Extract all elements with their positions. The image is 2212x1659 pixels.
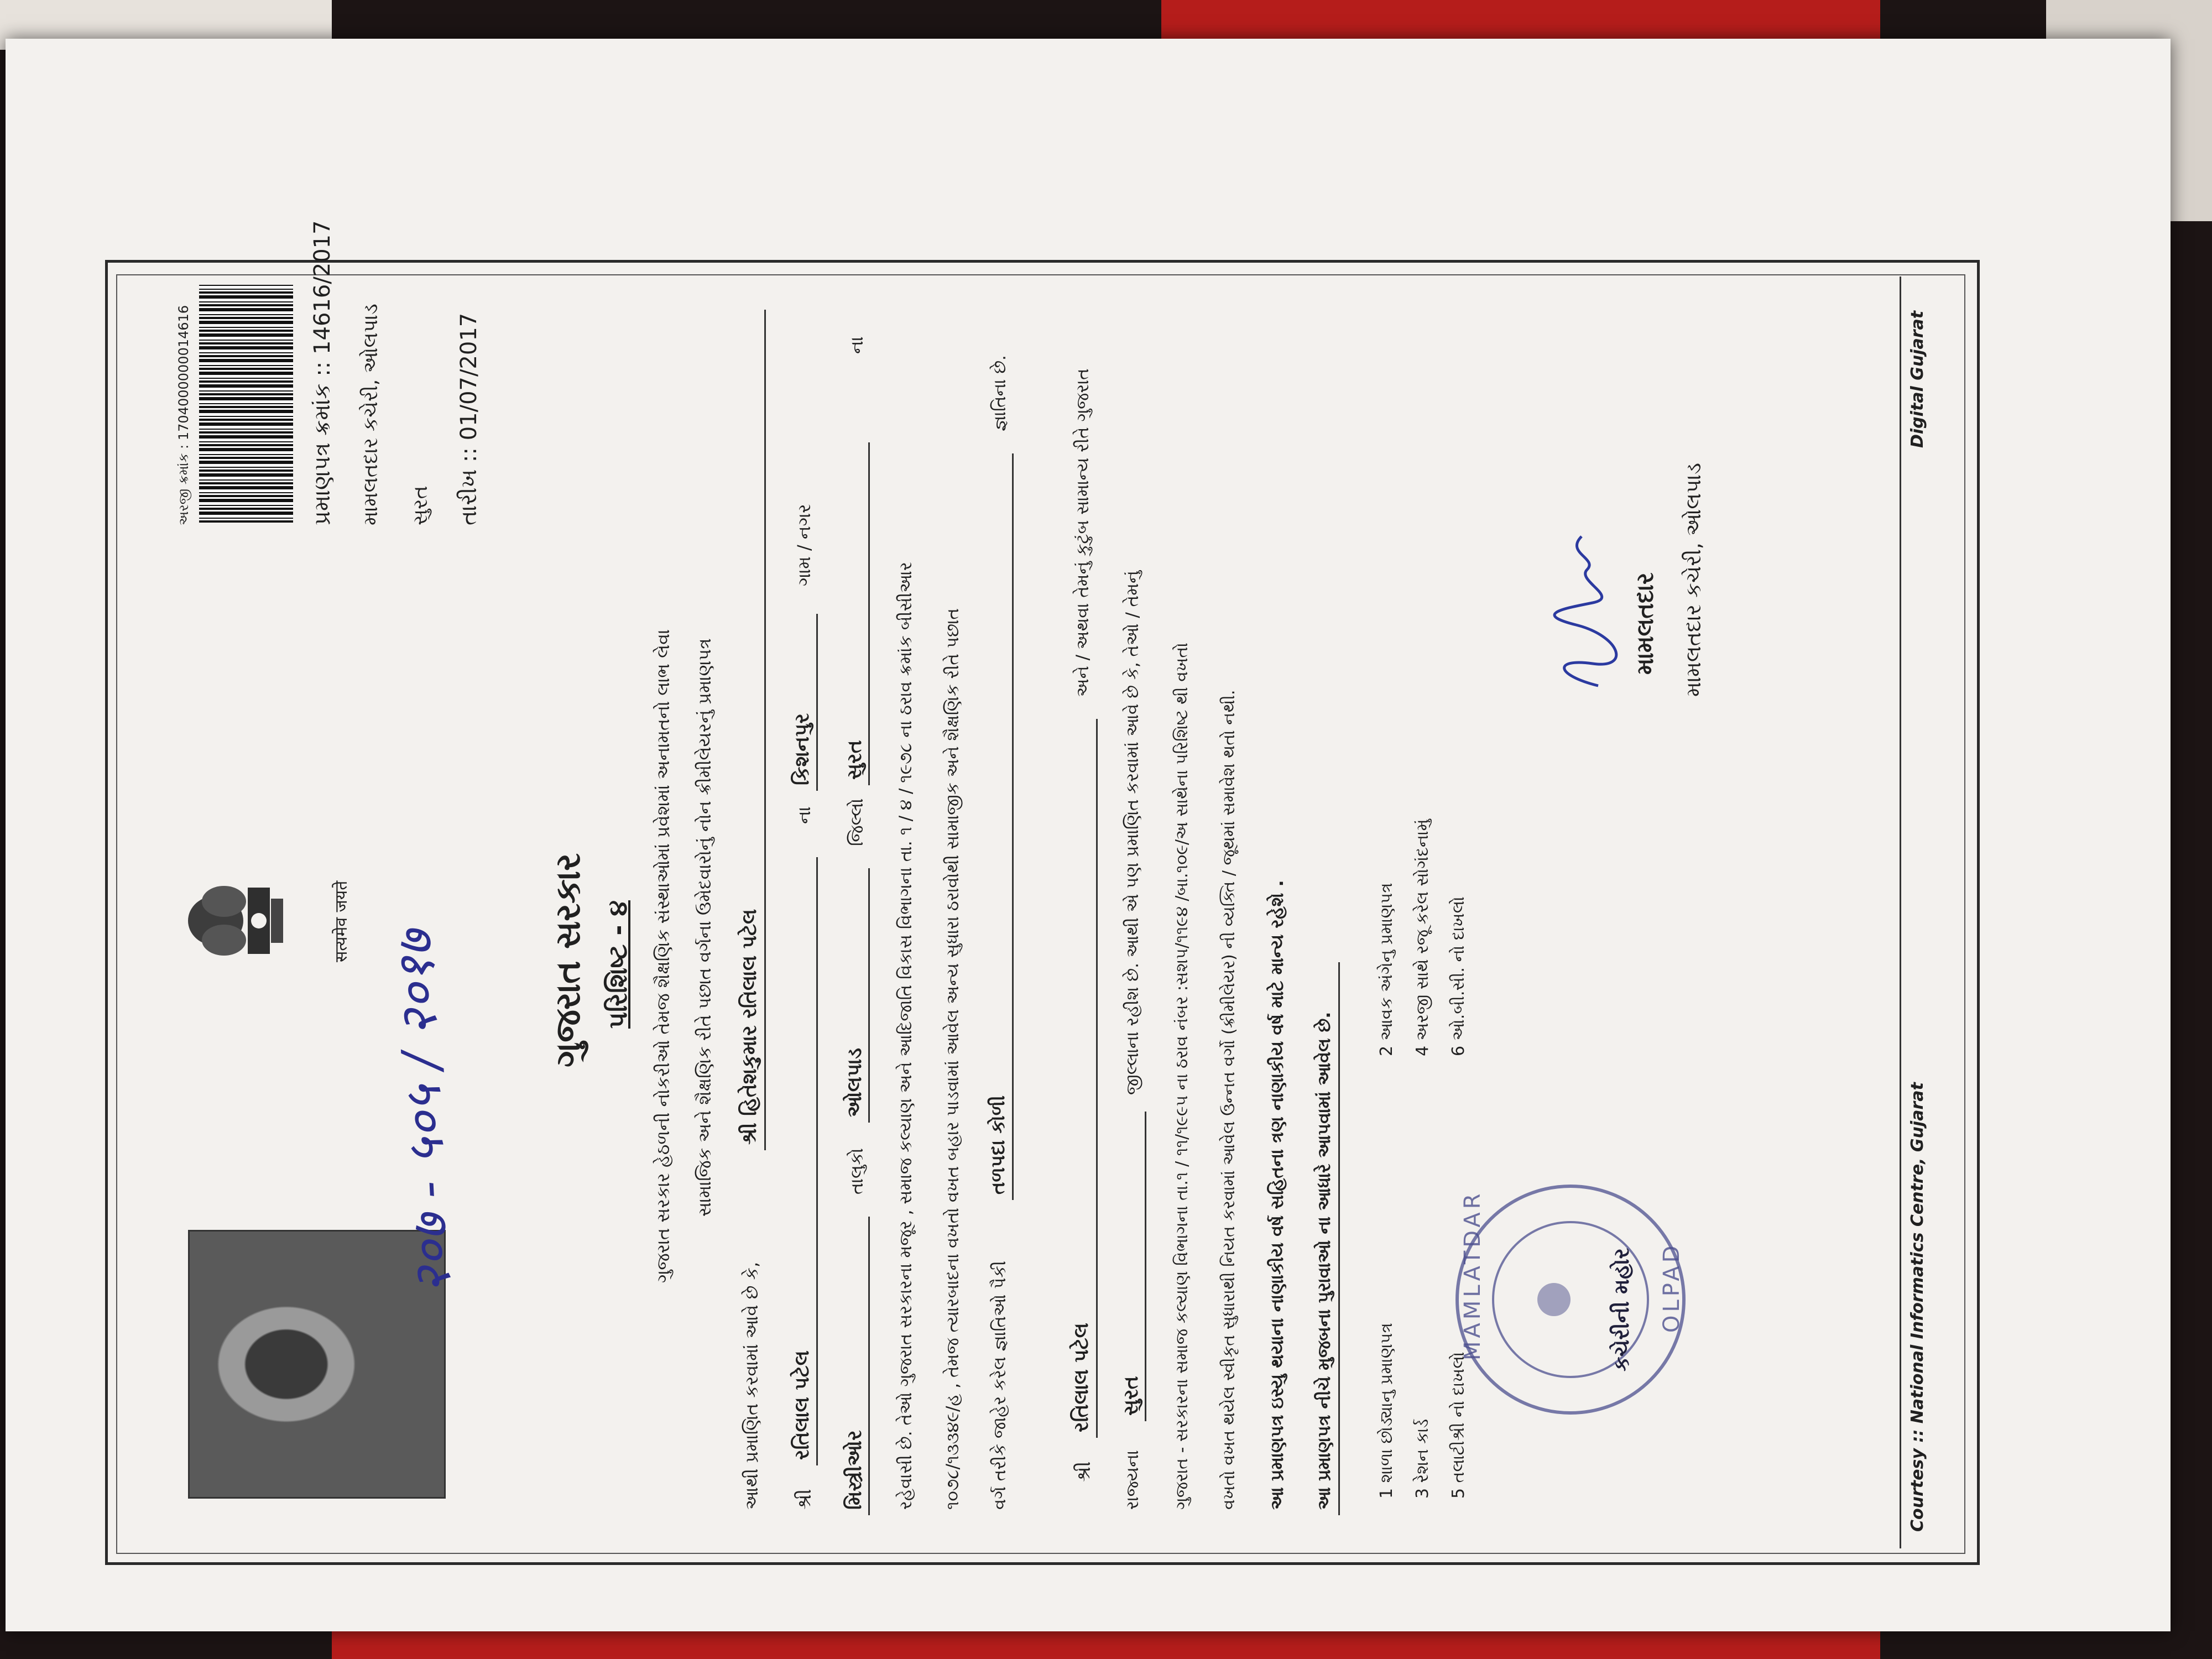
taluka-label: તાલુકો <box>846 1148 867 1194</box>
subheading: પરિશિષ્ટ - ૪ <box>603 900 633 1029</box>
issuing-district: સુરત <box>409 486 432 525</box>
evidence-underline <box>1338 962 1340 1515</box>
certificate-number: પ્રમાણપત્ર ક્રમાંક :: 14616/2017 <box>310 220 335 525</box>
evidence-note: આ પ્રમાણપત્ર નીચે મુજબના પુરાવાઓ ના આધારે આપવામાં આવેલ છે. <box>1313 1011 1334 1510</box>
barcode-text: અરજી ક્રમાંક : 1704000000014616 <box>176 305 191 525</box>
heading: ગુજરાત સરકાર <box>547 853 588 1067</box>
jati-label: જ્ઞાતિના છે. <box>990 355 1010 431</box>
caste-name: મિસ્ત્રીઓર <box>843 1430 866 1510</box>
village-name: કિશનપુર <box>791 713 813 785</box>
background-cloth <box>1161 0 1880 39</box>
caste-field-underline <box>1012 453 1014 1200</box>
certify-lead: આથી પ્રમાણિત કરવામાં આવે છે કે, <box>741 1261 762 1510</box>
state-lead: રાજ્યના <box>1123 1450 1142 1510</box>
na-label: ના <box>794 806 815 824</box>
applicant-name: શ્રી હિતેશકુમાર રતિલાલ પટેલ <box>738 909 761 1145</box>
validity-note: આ પ્રમાણપત્ર ઇસ્યુ થયાના નાણાકીય વર્ષ સહિતના ત્રણ નાણાકીય વર્ષ માટે માન્ય રહેશે . <box>1266 880 1287 1510</box>
intro-line-2: સામાજિક અને શૈક્ષણિક રીતે પછાત વર્ગના ઉમેદવારોનું નોન ક્રીમીલેયરનું પ્રમાણપત્ર <box>694 638 715 1217</box>
state-district: સુરત <box>1120 1376 1142 1416</box>
seal-text-bottom: OLPAD <box>1659 1242 1684 1333</box>
district-underline <box>868 442 870 785</box>
courtesy-footer: Courtesy :: National Informatics Centre, Gujarat <box>1908 1082 1927 1532</box>
village-label: ગામ / નગર <box>794 504 815 586</box>
seal-text-center: કચેરીની મહોર <box>1609 1248 1634 1371</box>
issue-date: તારીખ :: 01/07/2017 <box>456 312 482 525</box>
barcode <box>199 285 293 523</box>
signature <box>1543 531 1631 697</box>
footer-rule <box>1900 276 1901 1548</box>
paragraph-5: વખતો વખત થયેલ સ્વીકૃત સુધારાથી નિયત કરવામાં આવેલ ઉન્નત વર્ગો (ક્રીમીલેયર) ની વ્યક્તિ / જૂથમાં સમાવેશ થતો નથી. <box>1219 690 1239 1510</box>
emblem-motto: सत्यमेव जयते <box>332 880 351 962</box>
caste-underline <box>868 1217 870 1515</box>
father-underline <box>816 857 818 1465</box>
certificate-document <box>83 220 2018 1582</box>
office-seal-stamp <box>1449 1178 1692 1421</box>
evidence-item: 4 અરજી સાથે રજૂ કરેલ સોગંદનામું <box>1413 819 1432 1056</box>
evidence-item: 2 આવક અંગેનુ પ્રમાણપત્ર <box>1377 883 1396 1056</box>
intro-line-1: ગુજરાત સરકાર હેઠળની નોકરીઓ તેમજ શૈક્ષણિક સંસ્થાઓમાં પ્રવેશમાં અનામતનો લાભ લેવા <box>653 629 674 1283</box>
paper-sheet <box>6 39 2171 1631</box>
shri-label-2: શ્રી <box>1073 1461 1095 1482</box>
evidence-item: 6 ઓ.બી.સી. નો દાખલો <box>1449 896 1468 1056</box>
village-underline <box>816 614 818 791</box>
signatory-title: મામલતદાર <box>1631 572 1658 675</box>
issuing-office: મામલતદાર કચેરી, ઓલપાડ <box>359 304 382 525</box>
taluka-value: ઓલપાડ <box>843 1048 866 1117</box>
father-name-2: રતિલાલ પટેલ <box>1070 1323 1093 1432</box>
handwritten-ref: २०७ - ५०५ / २०१७ <box>384 928 463 1296</box>
seal-text-top: MAMLATDAR <box>1460 1190 1485 1360</box>
evidence-item: 1 શાળા છોડ્યાનુ પ્રમાણપત્ર <box>1377 1323 1396 1499</box>
district-label: જિલ્લો <box>846 798 867 846</box>
paragraph-3-lead: વર્ગ તરીકે જાહેર કરેલ જ્ઞાતિઓ પૈકી <box>990 1260 1010 1510</box>
district-resident: જીલ્લાના રહીશ છે. આથી એ પણ પ્રમાણિત કરવામાં આવે છે કે, તેઓ / તેમનું <box>1123 570 1142 1095</box>
name-underline <box>764 310 766 1150</box>
evidence-item: 5 તલાટીશ્રી નો દાખલો <box>1449 1352 1468 1499</box>
state-district-underline <box>1145 1112 1146 1421</box>
na-label-2: ના <box>846 336 867 354</box>
evidence-item: 3 રેશન કાર્ડ <box>1413 1418 1432 1499</box>
family-text: અને / અથવા તેમનું કુટુંબ સામાન્ય રીતે ગુજરાત <box>1073 368 1093 697</box>
paragraph-1: રહેવાસી છે. તેઓ ગુજરાત સરકારના મજૂર , સમાજ કલ્યાણ અને આદિજાતિ વિકાસ વિભાગના તા. ૧ / ૪ / ૧૯૭૮ ના ઠરાવ ક્રમાંક બીસીઆર <box>896 562 916 1510</box>
paragraph-2: ૧૦૭૮/૧૩૩૪૯/હ , તેમજ ત્યારબાદના વખતો વખત બહાર પાડવામાં આવેલ અન્ય સુધારા ઠરાવોથી સામાજીક અને શૈક્ષણિક રીતે પછાત <box>943 608 963 1510</box>
ashoka-emblem-icon <box>182 868 326 973</box>
shri-label: શ્રી <box>794 1489 816 1510</box>
digital-gujarat-brand: Digital Gujarat <box>1908 310 1927 448</box>
father-name: રતિલાલ પટેલ <box>791 1350 813 1460</box>
signatory-office: મામલતદાર કચેરી, ઓલપાડ <box>1681 463 1705 697</box>
taluka-underline <box>868 868 870 1123</box>
district-value: સુરત <box>843 740 866 780</box>
father2-underline <box>1096 719 1098 1438</box>
caste: તળપદા કોળી <box>987 1095 1009 1194</box>
paragraph-4: ગુજરાત - સરકારના સમાજ કલ્યાણ વિભાગના તા.૧ / ૧૧/૧૯૯૫ ના ઠરાવ નંબર :સશપ/૧૧૯૪ /બા.૧૦૯/અ સાથેના પરિશિષ્ટ થી વખતો <box>1172 643 1192 1510</box>
